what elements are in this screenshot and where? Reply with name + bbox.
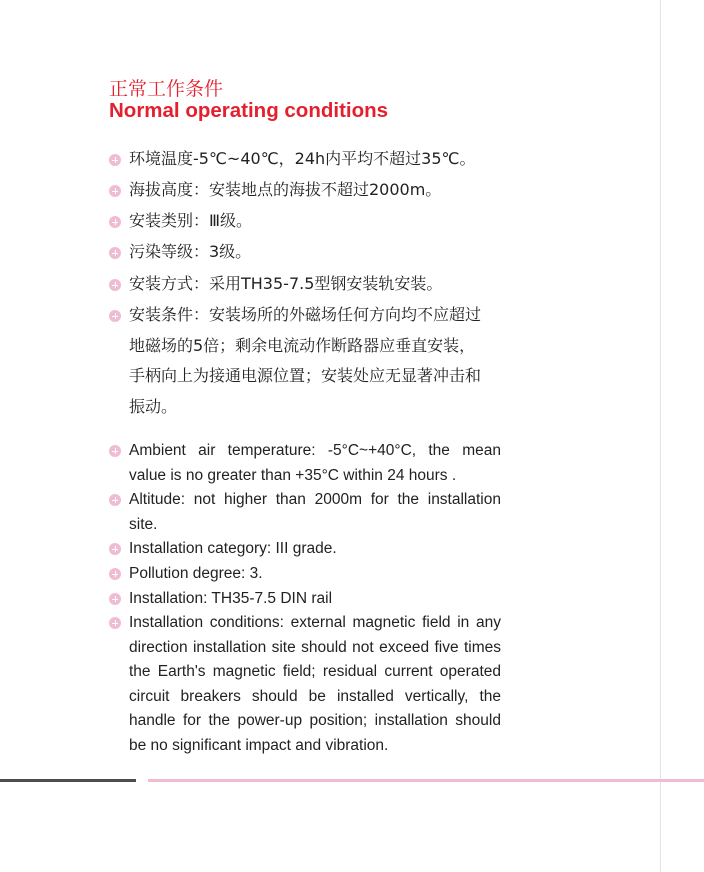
- en-list-item: [109, 488, 501, 537]
- footer-rule-pink: [148, 779, 704, 782]
- en-list-item: [109, 611, 501, 758]
- plus-bullet-icon: [109, 568, 121, 580]
- cn-list-item: [109, 269, 509, 299]
- en-list-item: [109, 587, 501, 612]
- plus-bullet-icon: [109, 617, 121, 629]
- en-list-item-text: Pollution degree: 3.: [129, 565, 263, 582]
- cn-list-item-text: 海拔高度：安装地点的海拔不超过2000m。: [129, 180, 442, 199]
- section-title-cn: 正常工作条件: [109, 78, 224, 100]
- plus-bullet-icon: [109, 185, 121, 197]
- plus-bullet-icon: [109, 216, 121, 228]
- cn-list-item: [109, 144, 509, 174]
- cn-list-item-text: 环境温度-5℃~40℃，24h内平均不超过35℃。: [129, 149, 476, 168]
- cn-list-item: [109, 206, 509, 236]
- en-list-item-text: Installation: TH35-7.5 DIN rail: [129, 590, 333, 607]
- en-list-item-text: Installation conditions: external magnetic field in any direction installation site should not exceed five times the Earth's magnetic field; residual current operated circuit breakers should be installed vertically, the handle for the power-up position; installation should be no significant impact and vibration.: [129, 614, 501, 754]
- plus-bullet-icon: [109, 445, 121, 457]
- cn-list-item: [109, 175, 509, 205]
- en-list-item-text: Altitude: not higher than 2000m for the installation site.: [129, 491, 501, 533]
- en-list-item: [109, 439, 501, 488]
- plus-bullet-icon: [109, 593, 121, 605]
- cn-list-item: [109, 237, 509, 267]
- en-list-item: [109, 562, 501, 587]
- en-list-item-text: Ambient air temperature: -5°C~+40°C, the mean value is no greater than +35°C within 24 hours .: [129, 442, 501, 484]
- plus-bullet-icon: [109, 154, 121, 166]
- cn-list-item-text: 污染等级：3级。: [129, 242, 252, 261]
- plus-bullet-icon: [109, 310, 121, 322]
- cn-list-item-text: 安装条件：安装场所的外磁场任何方向均不应超过地磁场的5倍；剩余电流动作断路器应垂直安装，手柄向上为接通电源位置；安装处应无显著冲击和振动。: [129, 305, 482, 416]
- page-edge-divider: [660, 0, 661, 872]
- cn-list-item-text: 安装类别：Ⅲ级。: [129, 211, 253, 230]
- plus-bullet-icon: [109, 543, 121, 555]
- cn-list-item: [109, 300, 487, 422]
- en-list-item: [109, 537, 501, 562]
- plus-bullet-icon: [109, 279, 121, 291]
- plus-bullet-icon: [109, 494, 121, 506]
- en-list-item-text: Installation category: III grade.: [129, 540, 337, 557]
- section-title-en: Normal operating conditions: [109, 99, 389, 122]
- footer-rule-dark: [0, 779, 136, 782]
- plus-bullet-icon: [109, 247, 121, 259]
- cn-list-item-text: 安装方式：采用TH35-7.5型钢安装轨安装。: [129, 274, 443, 293]
